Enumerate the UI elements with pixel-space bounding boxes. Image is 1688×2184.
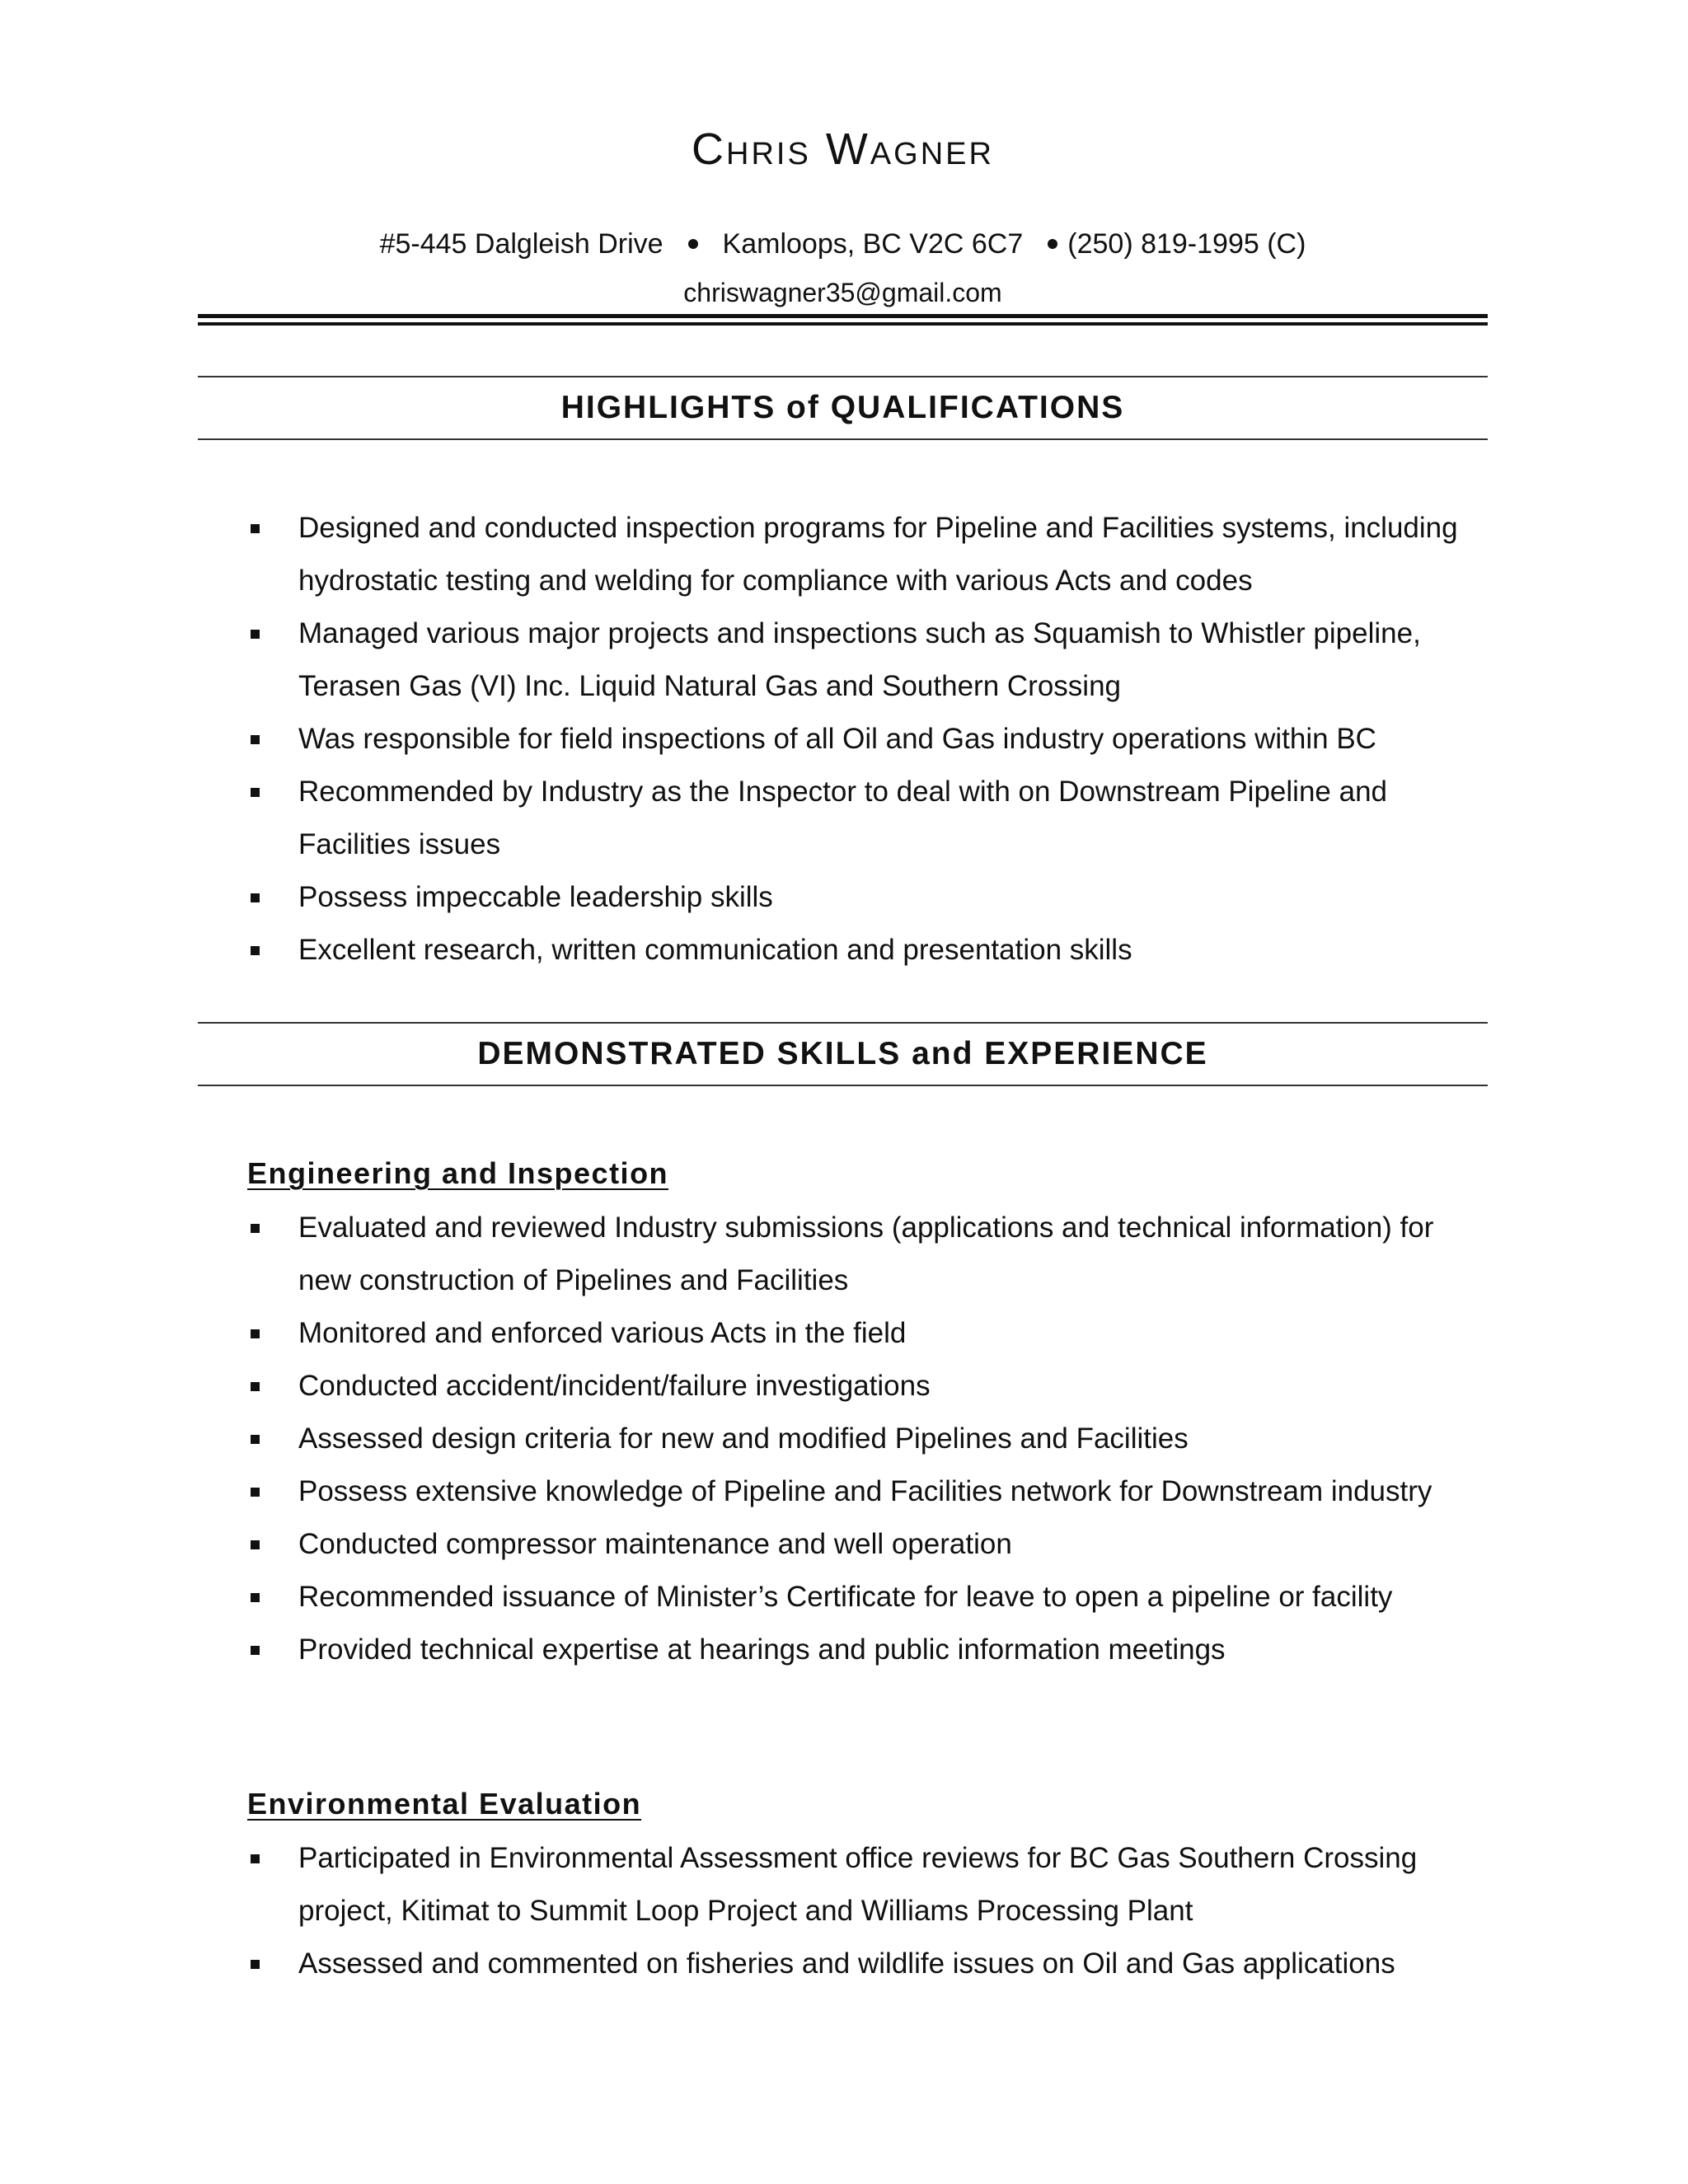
square-bullet-icon (251, 1960, 260, 1969)
square-bullet-icon (251, 946, 260, 955)
square-bullet-icon (251, 1854, 260, 1863)
list-item: Participated in Environmental Assessment office reviews for BC Gas Southern Crossing project, Kitimat to Summit Loop Project and Williams Processing Plant (247, 1832, 1488, 1938)
square-bullet-icon (251, 524, 260, 533)
list-item: Evaluated and reviewed Industry submissions (applications and technical information) for new construction of Pipelines and Facilities (247, 1202, 1488, 1307)
environmental-list (247, 1832, 1488, 1990)
highlights-list (247, 502, 1488, 977)
address: #5-445 Dalgleish Drive (379, 228, 663, 260)
list-item: Recommended issuance of Minister’s Certificate for leave to open a pipeline or facility (247, 1571, 1488, 1624)
list-item: Assessed design criteria for new and modified Pipelines and Facilities (247, 1413, 1488, 1465)
square-bullet-icon (251, 1329, 260, 1338)
list-item: Possess impeccable leadership skills (247, 871, 1488, 924)
bullet-separator-icon (1048, 239, 1057, 249)
list-item: Was responsible for field inspections of all Oil and Gas industry operations within BC (247, 713, 1488, 766)
list-item: Managed various major projects and inspections such as Squamish to Whistler pipeline, Terasen Gas (VI) Inc. Liquid Natural Gas and Southern Crossing (247, 607, 1488, 713)
list-item: Assessed and commented on fisheries and wildlife issues on Oil and Gas applications (247, 1938, 1488, 1990)
list-item: Designed and conducted inspection programs for Pipeline and Facilities systems, including hydrostatic testing and welding for compliance with various Acts and codes (247, 502, 1488, 607)
square-bullet-icon (251, 1488, 260, 1497)
phone: (250) 819-1995 (C) (1067, 228, 1306, 260)
square-bullet-icon (251, 893, 260, 902)
engineering-list (247, 1202, 1488, 1676)
section-heading-highlights: HIGHLIGHTS of QUALIFICATIONS (198, 376, 1488, 440)
square-bullet-icon (251, 788, 260, 797)
square-bullet-icon (251, 1224, 260, 1233)
list-item: Excellent research, written communication and presentation skills (247, 924, 1488, 977)
contact-line (198, 228, 1488, 260)
square-bullet-icon (251, 1646, 260, 1655)
square-bullet-icon (251, 1593, 260, 1602)
subheading-environmental: Environmental Evaluation (247, 1787, 642, 1821)
square-bullet-icon (251, 1435, 260, 1444)
header-divider (198, 314, 1488, 326)
city: Kamloops, BC V2C 6C7 (722, 228, 1024, 260)
email: chriswagner35@gmail.com (683, 278, 1002, 307)
list-item: Conducted accident/incident/failure investigations (247, 1360, 1488, 1413)
list-item: Monitored and enforced various Acts in the field (247, 1307, 1488, 1360)
square-bullet-icon (251, 1540, 260, 1549)
square-bullet-icon (251, 630, 260, 639)
bullet-separator-icon (688, 239, 698, 249)
list-item: Recommended by Industry as the Inspector to deal with on Downstream Pipeline and Facilities issues (247, 766, 1488, 871)
subheading-engineering: Engineering and Inspection (247, 1156, 669, 1190)
square-bullet-icon (251, 1382, 260, 1391)
list-item: Conducted compressor maintenance and well operation (247, 1518, 1488, 1571)
list-item: Provided technical expertise at hearings and public information meetings (247, 1624, 1488, 1676)
section-heading-skills: DEMONSTRATED SKILLS and EXPERIENCE (198, 1022, 1488, 1086)
square-bullet-icon (251, 735, 260, 744)
list-item: Possess extensive knowledge of Pipeline and Facilities network for Downstream industry (247, 1465, 1488, 1518)
candidate-name: Chris Wagner (692, 124, 994, 174)
